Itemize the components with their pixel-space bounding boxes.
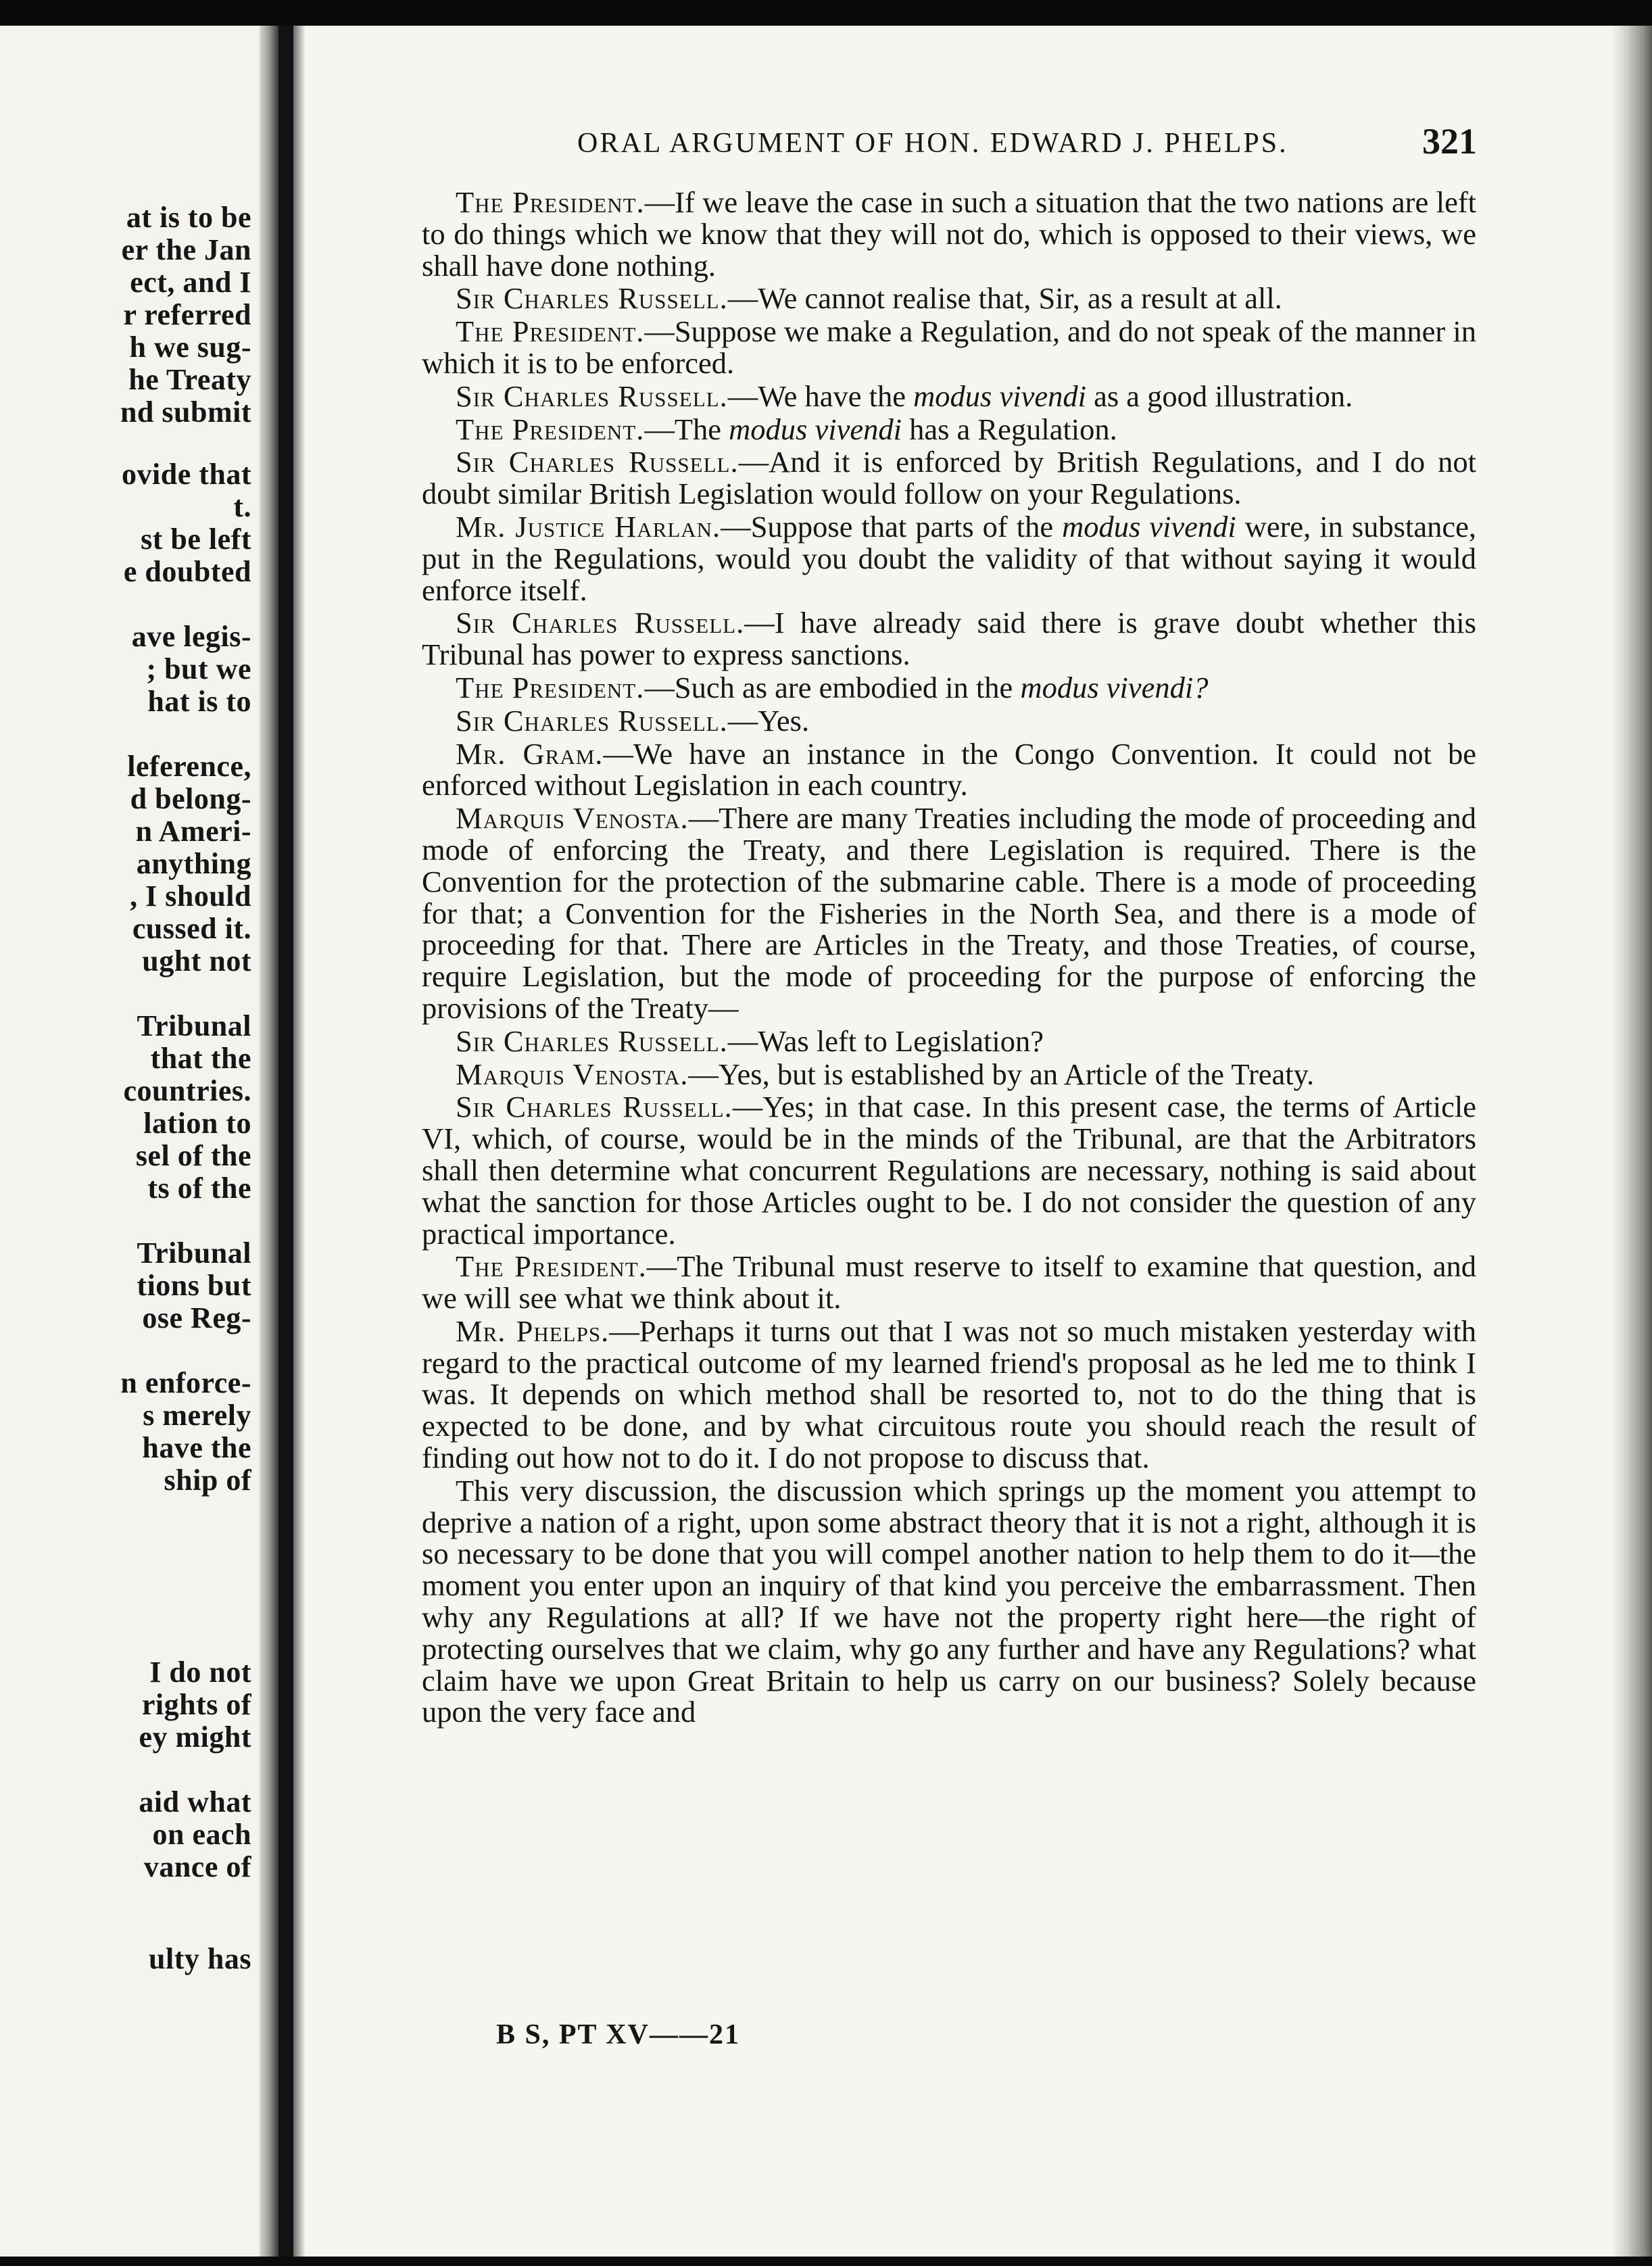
left-fragment: ship of xyxy=(164,1464,251,1497)
left-fragment: er the Jan xyxy=(121,233,251,266)
paragraph-text: —Suppose we make a Regulation, and do not speak of the manner in which it is to be enforced. xyxy=(422,314,1477,380)
left-fragment: ulty has xyxy=(149,1942,251,1975)
paragraph-text: —Perhaps it turns out that I was not so much mistaken yesterday with regard to the practical outcome of my learned friend's proposal as he led me to think I was. It depends on which method shall be resorted to, not to do the thing that is expected to be done, and by what circuitous route you should reach the result of finding out how not to do it. I do not propose to discuss that. xyxy=(422,1313,1477,1475)
left-fragment: t. xyxy=(233,490,251,523)
paragraph xyxy=(422,1091,1476,1249)
paragraph xyxy=(422,316,1476,379)
italic-term: modus vivendi? xyxy=(1020,670,1209,704)
paragraph-text: —Suppose that parts of the xyxy=(721,509,1063,544)
speaker: The President. xyxy=(456,412,645,446)
left-fragment: I do not xyxy=(149,1656,251,1689)
paragraph xyxy=(422,1059,1476,1090)
speaker: Mr. Phelps. xyxy=(456,1313,610,1348)
paragraph-text: —The Tribunal must reserve to itself to examine that question, and we will see what we think about it. xyxy=(422,1249,1477,1316)
paragraph xyxy=(422,187,1476,281)
left-fragment: n Ameri- xyxy=(135,815,251,848)
paragraph-text: —If we leave the case in such a situation that the two nations are left to do things which we know that they will not do, which is opposed to their views, we shall have done nothing. xyxy=(422,185,1476,283)
paragraph-text: —We have the xyxy=(727,379,914,413)
left-fragment: countries. xyxy=(123,1074,251,1107)
right-page-edge xyxy=(1611,26,1652,2257)
left-fragment: sel of the xyxy=(135,1139,251,1172)
left-fragment: h we sug- xyxy=(129,331,251,364)
paragraph xyxy=(422,283,1476,314)
scan-border-top xyxy=(0,0,1652,26)
left-fragment: cussed it. xyxy=(132,912,251,945)
left-fragment: nd submit xyxy=(120,395,251,429)
left-fragment: leference, xyxy=(127,750,251,783)
paragraph xyxy=(422,511,1476,606)
speaker: The President. xyxy=(456,185,645,219)
speaker: Sir Charles Russell. xyxy=(456,379,728,413)
paragraph-text: —There are many Treaties including the mode of proceeding and mode of enforcing the Treaty, and there Legislation is required. There is the Convention for the protection of the submarine cable. There is a mode of proceeding for that; a Convention for the Fisheries in the North Sea, and there is a mode of proceeding for that. There are Articles in the Treaty, and those Treaties, of course, require Legislation, but the mode of proceeding for the purpose of enforcing the provisions of the Treaty— xyxy=(422,801,1476,1025)
left-fragment: rights of xyxy=(141,1688,251,1721)
speaker: Sir Charles Russell. xyxy=(456,445,739,479)
left-page-gutter xyxy=(260,26,278,2257)
right-page xyxy=(293,26,1652,2257)
speaker: Sir Charles Russell. xyxy=(456,1090,733,1124)
paragraph xyxy=(422,738,1476,802)
speaker: Marquis Venosta. xyxy=(456,801,689,836)
paragraph xyxy=(422,1251,1476,1314)
left-fragment: vance of xyxy=(143,1850,251,1883)
paragraph xyxy=(422,705,1476,737)
left-fragment: Tribunal xyxy=(137,1009,251,1042)
speaker: Sir Charles Russell. xyxy=(456,281,728,316)
paragraph xyxy=(422,414,1476,445)
left-fragment: e doubted xyxy=(123,555,251,588)
left-fragment: , I should xyxy=(130,879,251,913)
left-fragment: ey might xyxy=(139,1720,251,1754)
speaker: Sir Charles Russell. xyxy=(456,606,745,640)
left-page xyxy=(0,26,278,2257)
left-fragment: r referred xyxy=(123,298,251,331)
left-fragment: hat is to xyxy=(147,685,251,718)
italic-term: modus vivendi xyxy=(1062,509,1236,544)
left-fragment: st be left xyxy=(141,523,251,556)
paragraph xyxy=(422,381,1476,412)
left-fragment: ught not xyxy=(142,944,251,978)
left-fragment: n enforce- xyxy=(120,1366,251,1399)
italic-term: modus vivendi xyxy=(913,379,1086,413)
left-fragment: tions but xyxy=(137,1269,251,1302)
paragraph xyxy=(422,672,1476,704)
paragraph-text: —We have an instance in the Congo Convention. It could not be enforced without Legislation in each country. xyxy=(422,736,1476,802)
paragraph-text: —Was left to Legislation? xyxy=(727,1023,1044,1058)
left-fragment: he Treaty xyxy=(128,363,251,396)
paragraph-text: —Yes; in that case. In this present case, the terms of Article VI, which, of course, would be in the minds of the Tribunal, are that the Arbitrators shall then determine what concurrent Regulations are necessary, nothing is said about what the sanction for those Articles ought to be. I do not consider the question of any practical importance. xyxy=(422,1090,1476,1251)
paragraph xyxy=(422,802,1476,1024)
paragraph-text: —The xyxy=(644,412,729,446)
paragraph-text: —Such as are embodied in the xyxy=(644,670,1021,704)
paragraph xyxy=(422,1313,1477,1475)
paragraph-text: as a good illustration. xyxy=(1086,379,1353,413)
left-fragment: that the xyxy=(150,1042,251,1075)
speaker: Sir Charles Russell. xyxy=(456,1023,728,1058)
speaker: Mr. Justice Harlan. xyxy=(456,509,721,544)
left-fragment: have the xyxy=(142,1431,251,1464)
left-fragment: ts of the xyxy=(147,1172,251,1205)
left-fragment: Tribunal xyxy=(137,1236,251,1270)
paragraph-text: —We cannot realise that, Sir, as a result at all. xyxy=(727,281,1282,316)
speaker: Sir Charles Russell. xyxy=(456,703,728,738)
paragraph-text: This very discussion, the discussion which springs up the moment you attempt to deprive a nation of a right, upon some abstract theory that it is not a right, although it is so necessary to be done that you will compel another nation to help them to do it—the moment you enter upon an inquiry of that kind you perceive the embarrassment. Then why any Regulations at all? If we have not the property right here—the right of protecting ourselves that we claim, why go any further and have any Regulations? what claim have we upon Great Britain to help us carry on our business? Solely because upon the very face and xyxy=(422,1473,1476,1729)
left-fragment: anything xyxy=(136,847,251,880)
paragraph xyxy=(422,1475,1476,1728)
paragraph-text: —Yes. xyxy=(727,703,810,738)
left-fragment: ect, and I xyxy=(130,266,251,299)
left-fragment: at is to be xyxy=(126,201,251,234)
page-number: 321 xyxy=(1422,121,1477,162)
speaker: The President. xyxy=(456,670,645,704)
speaker: Mr. Gram. xyxy=(456,736,604,771)
left-fragment: ovide that xyxy=(122,458,251,491)
running-head: ORAL ARGUMENT OF HON. EDWARD J. PHELPS. xyxy=(577,128,1288,159)
paragraph-text: —And it is enforced by British Regulations, and I do not doubt similar British Legislation would follow on your Regulations. xyxy=(422,445,1477,511)
signature-mark: B S, PT XV——21 xyxy=(496,2019,740,2050)
speaker: The President. xyxy=(456,314,645,349)
paragraph xyxy=(422,446,1476,510)
paragraph xyxy=(422,607,1476,671)
paragraph xyxy=(422,1023,1476,1058)
speaker: Marquis Venosta. xyxy=(456,1057,689,1091)
left-fragment: on each xyxy=(152,1818,251,1851)
left-fragment: s merely xyxy=(143,1399,251,1432)
left-fragment: ave legis- xyxy=(131,620,251,653)
paragraph-text: has a Regulation. xyxy=(901,412,1117,446)
paragraph-text: —I have already said there is grave doubt whether this Tribunal has power to express sanctions. xyxy=(422,606,1476,672)
book-binding xyxy=(278,26,293,2257)
speaker: The President. xyxy=(456,1249,647,1284)
right-page-shadow xyxy=(293,26,306,2257)
italic-term: modus vivendi xyxy=(729,412,902,446)
left-fragment: aid what xyxy=(139,1785,251,1818)
left-fragment: d belong- xyxy=(130,782,251,815)
left-fragment: ; but we xyxy=(146,652,251,685)
left-fragment: lation to xyxy=(143,1107,251,1140)
paragraph-text: —Yes, but is established by an Article of the Treaty. xyxy=(688,1057,1315,1091)
body-text xyxy=(422,187,1476,1729)
paragraph-text: were, in substance, put in the Regulations, would you doubt the validity of that without saying it would enforce itself. xyxy=(422,509,1476,607)
left-fragment: ose Reg- xyxy=(142,1301,251,1334)
